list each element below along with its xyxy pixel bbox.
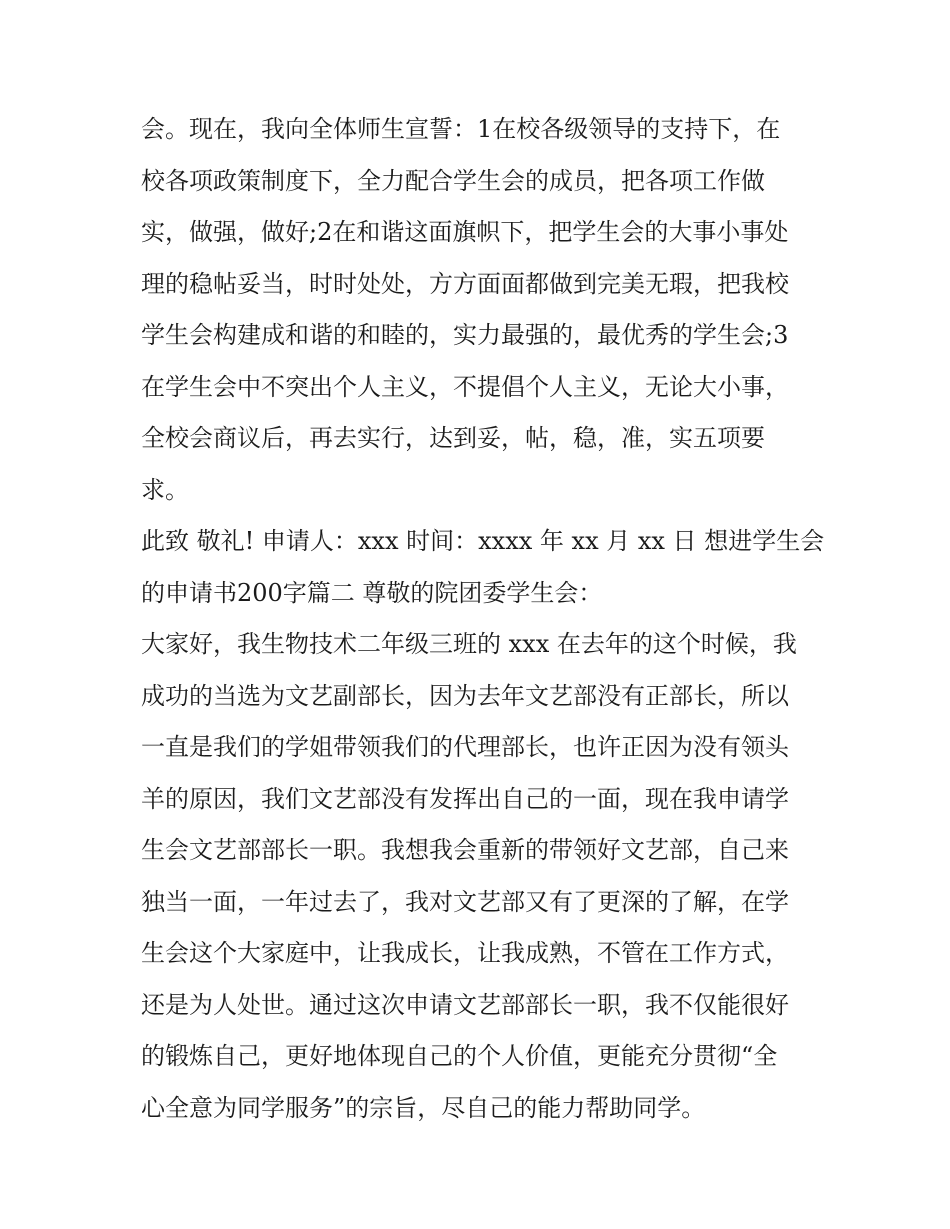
text-line: 全校会商议后，再去实行，达到妥，帖，稳，准，实五项要 xyxy=(141,424,765,452)
text-line: 实，做强，做好;2在和谐这面旗帜下，把学生会的大事小事处 xyxy=(141,218,789,246)
text-line: 羊的原因，我们文艺部没有发挥出自己的一面，现在我申请学 xyxy=(141,784,789,813)
text-line: 独当一面，一年过去了，我对文艺部又有了更深的了解，在学 xyxy=(141,887,789,916)
text-line: 学生会构建成和谐的和睦的，实力最强的，最优秀的学生会;3 xyxy=(141,321,789,349)
text-line: 心全意为同学服务”的宗旨，尽自己的能力帮助同学。 xyxy=(141,1093,706,1122)
text-line: 大家好，我生物技术二年级三班的 xxx 在去年的这个时候，我 xyxy=(141,630,797,658)
text-line: 会。现在，我向全体师生宣誓：1在校各级领导的支持下，在 xyxy=(141,115,781,143)
text-line: 理的稳帖妥当，时时处处，方方面面都做到完美无瑕，把我校 xyxy=(141,269,789,298)
text-line: 校各项政策制度下，全力配合学生会的成员，把各项工作做 xyxy=(141,166,765,195)
text-line: 一直是我们的学姐带领我们的代理部长，也许正因为没有领头 xyxy=(141,733,789,761)
text-line: 在学生会中不突出个人主义，不提倡个人主义，无论大小事， xyxy=(141,372,789,401)
text-line: 还是为人处世。通过这次申请文艺部部长一职，我不仅能很好 xyxy=(141,990,789,1019)
text-line: 成功的当选为文艺副部长，因为去年文艺部没有正部长，所以 xyxy=(141,681,789,710)
text-line: 的锻炼自己，更好地体现自己的个人价值，更能充分贯彻“全 xyxy=(141,1042,778,1070)
text-line: 求。 xyxy=(141,475,189,504)
document-body xyxy=(141,104,825,1134)
text-line: 此致 敬礼! 申请人：xxx 时间：xxxx 年 xx 月 xx 日 想进学生会 xyxy=(141,527,825,555)
text-line: 生会文艺部部长一职。我想我会重新的带领好文艺部，自己来 xyxy=(141,836,789,864)
text-line: 的申请书200字篇二 尊敬的院团委学生会： xyxy=(141,578,603,607)
text-line: 生会这个大家庭中，让我成长，让我成熟，不管在工作方式， xyxy=(141,939,789,967)
